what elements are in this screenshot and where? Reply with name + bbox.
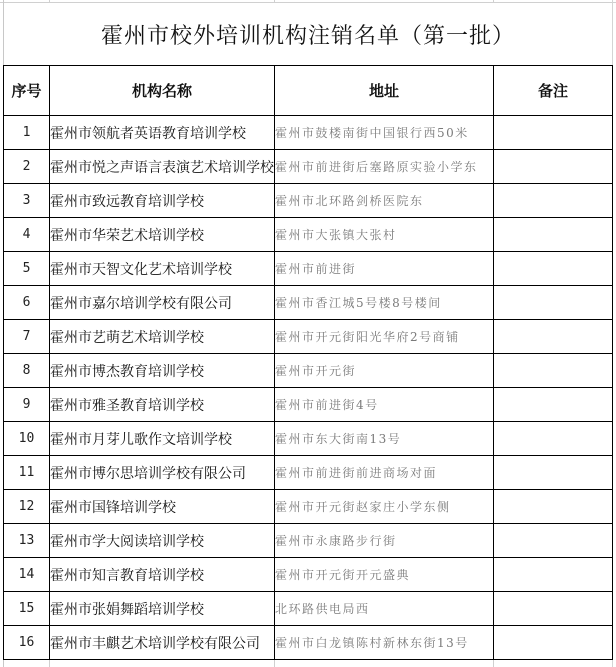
institution-name-cell[interactable]: 霍州市艺萌艺术培训学校 [50,320,275,354]
address-cell[interactable]: 霍州市香江城5号楼8号楼间 [275,286,494,320]
note-cell[interactable] [494,150,613,184]
column-header-index[interactable]: 序号 [4,66,50,116]
institution-name-cell[interactable]: 霍州市华荣艺术培训学校 [50,218,275,252]
address-cell[interactable]: 霍州市永康路步行街 [275,524,494,558]
table-row [4,626,613,660]
row-index[interactable]: 3 [4,184,50,218]
table-row [4,558,613,592]
row-index[interactable]: 12 [4,490,50,524]
address-cell[interactable]: 霍州市开元街开元盛典 [275,558,494,592]
institution-name-cell[interactable]: 霍州市月芽儿歌作文培训学校 [50,422,275,456]
row-index[interactable]: 8 [4,354,50,388]
row-index[interactable]: 11 [4,456,50,490]
row-index[interactable]: 5 [4,252,50,286]
table-row [4,422,613,456]
institution-name-cell[interactable]: 霍州市嘉尔培训学校有限公司 [50,286,275,320]
document-title: 霍州市校外培训机构注销名单（第一批） [100,23,515,49]
note-cell[interactable] [494,558,613,592]
sheet-next-row [3,660,612,667]
row-index[interactable]: 4 [4,218,50,252]
institution-name-cell[interactable]: 霍州市知言教育培训学校 [50,558,275,592]
table-row [4,388,613,422]
address-cell[interactable]: 霍州市前进街前进商场对面 [275,456,494,490]
address-cell[interactable]: 霍州市开元街赵家庄小学东侧 [275,490,494,524]
table-row [4,150,613,184]
note-cell[interactable] [494,286,613,320]
note-cell[interactable] [494,422,613,456]
institution-name-cell[interactable]: 霍州市悦之声语言表演艺术培训学校 [50,150,275,184]
table-row [4,456,613,490]
institution-name-cell[interactable]: 霍州市学大阅读培训学校 [50,524,275,558]
column-header-address[interactable]: 地址 [275,66,494,116]
table-row [4,490,613,524]
note-cell[interactable] [494,456,613,490]
address-cell[interactable]: 霍州市前进街 [275,252,494,286]
institution-name-cell[interactable]: 霍州市天智文化艺术培训学校 [50,252,275,286]
note-cell[interactable] [494,116,613,150]
institution-name-cell[interactable]: 霍州市领航者英语教育培训学校 [50,116,275,150]
row-index[interactable]: 15 [4,592,50,626]
row-index[interactable]: 16 [4,626,50,660]
institution-name-cell[interactable]: 霍州市张娟舞蹈培训学校 [50,592,275,626]
table-row [4,354,613,388]
institution-name-cell[interactable]: 霍州市致远教育培训学校 [50,184,275,218]
table-row [4,218,613,252]
row-index[interactable]: 2 [4,150,50,184]
note-cell[interactable] [494,184,613,218]
address-cell[interactable]: 霍州市白龙镇陈村新林东街13号 [275,626,494,660]
deregistration-table [3,65,613,660]
note-cell[interactable] [494,354,613,388]
address-cell[interactable]: 霍州市北环路剑桥医院东 [275,184,494,218]
table-row [4,184,613,218]
institution-name-cell[interactable]: 霍州市博尔思培训学校有限公司 [50,456,275,490]
address-cell[interactable]: 霍州市开元街阳光华府2号商铺 [275,320,494,354]
row-index[interactable]: 7 [4,320,50,354]
note-cell[interactable] [494,218,613,252]
row-index[interactable]: 10 [4,422,50,456]
row-index[interactable]: 14 [4,558,50,592]
address-cell[interactable]: 霍州市东大街南13号 [275,422,494,456]
row-index[interactable]: 1 [4,116,50,150]
institution-name-cell[interactable]: 霍州市雅圣教育培训学校 [50,388,275,422]
institution-name-cell[interactable]: 霍州市丰麒艺术培训学校有限公司 [50,626,275,660]
address-cell[interactable]: 霍州市前进街4号 [275,388,494,422]
column-header-name[interactable]: 机构名称 [50,66,275,116]
institution-name-cell[interactable]: 霍州市博杰教育培训学校 [50,354,275,388]
address-cell[interactable]: 霍州市大张镇大张村 [275,218,494,252]
address-cell[interactable]: 霍州市鼓楼南街中国银行西50米 [275,116,494,150]
table-row [4,524,613,558]
row-index[interactable]: 9 [4,388,50,422]
note-cell[interactable] [494,592,613,626]
institution-name-cell[interactable]: 霍州市国锋培训学校 [50,490,275,524]
row-index[interactable]: 13 [4,524,50,558]
column-header-note[interactable]: 备注 [494,66,613,116]
address-cell[interactable]: 霍州市开元街 [275,354,494,388]
note-cell[interactable] [494,490,613,524]
table-header-row [4,66,613,116]
table-row [4,286,613,320]
table-row [4,320,613,354]
table-row [4,116,613,150]
table-row [4,592,613,626]
note-cell[interactable] [494,252,613,286]
row-index[interactable]: 6 [4,286,50,320]
note-cell[interactable] [494,320,613,354]
table-row [4,252,613,286]
note-cell[interactable] [494,388,613,422]
address-cell[interactable]: 霍州市前进街后塞路原实验小学东 [275,150,494,184]
address-cell[interactable]: 北环路供电局西 [275,592,494,626]
note-cell[interactable] [494,626,613,660]
note-cell[interactable] [494,524,613,558]
